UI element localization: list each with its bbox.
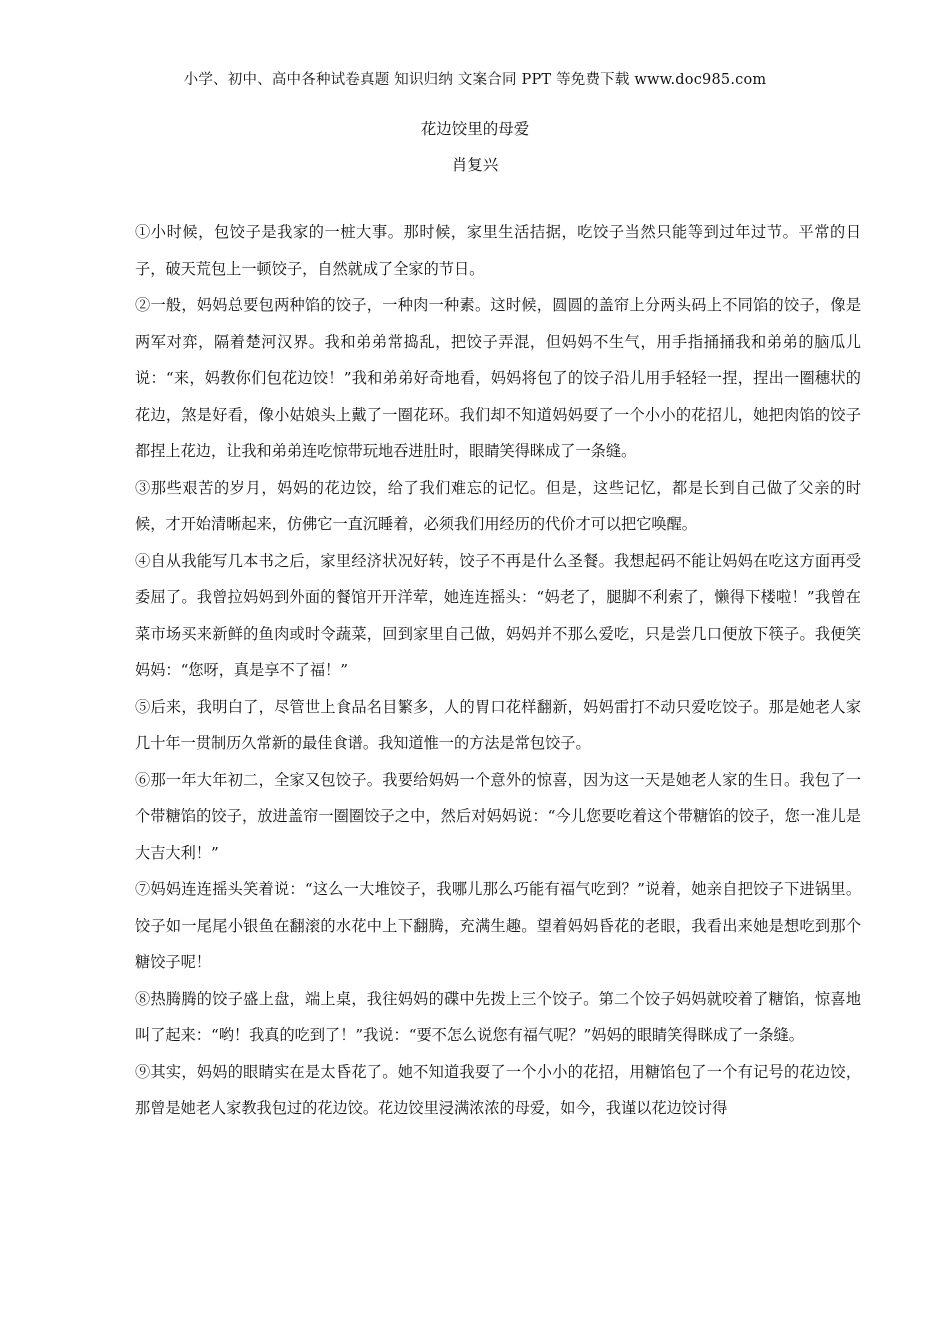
paragraph-7 xyxy=(135,871,861,981)
paragraph-6 xyxy=(135,762,861,872)
paragraph-text: 那一年大年初二，全家又包饺子。我要给妈妈一个意外的惊喜，因为这一天是她老人家的生日。我包了一个带糖馅的饺子，放进盖帘一圈圈饺子之中，然后对妈妈说：“今儿您要吃着这个带糖馅的饺子，您一准儿是大吉大利！” xyxy=(135,770,862,862)
article-author: 肖复兴 xyxy=(451,156,499,174)
paragraph-text: 其实，妈妈的眼睛实在是太昏花了。她不知道我耍了一个小小的花招，用糖馅包了一个有记号的花边饺，那曾是她老人家教我包过的花边饺。花边饺里浸满浓浓的母爱，如今，我谨以花边饺讨得 xyxy=(135,1062,862,1117)
paragraph-8 xyxy=(135,981,861,1054)
paragraph-number: ⑥ xyxy=(135,770,151,789)
paragraph-text: 一般，妈妈总要包两种馅的饺子，一种肉一种素。这时候，圆圆的盖帘上分两头码上不同馅的饺子，像是两军对弈，隔着楚河汉界。我和弟弟常捣乱，把饺子弄混，但妈妈不生气，用手指捅捅我和弟弟的脑瓜儿说：“来，妈教你们包花边饺！”我和弟弟好奇地看，妈妈将包了的饺子沿儿用手轻轻一捏，捏出一圈穗状的花边，煞是好看，像小姑娘头上戴了一圈花环。我们却不知道妈妈耍了一个小小的花招儿，她把肉馅的饺子都捏上花边，让我和弟弟连吃惊带玩地吞进肚时，眼睛笑得眯成了一条缝。 xyxy=(135,296,862,460)
paragraph-number: ③ xyxy=(135,478,151,497)
article-body xyxy=(135,214,861,1127)
paragraph-5 xyxy=(135,689,861,762)
paragraph-text: 热腾腾的饺子盛上盘，端上桌，我往妈妈的碟中先拨上三个饺子。第二个饺子妈妈就咬着了糖馅，惊喜地叫了起来：“哟！我真的吃到了！”我说：“要不怎么说您有福气呢？”妈妈的眼睛笑得眯成了一条缝。 xyxy=(135,989,862,1044)
paragraph-text: 后来，我明白了，尽管世上食品名目繁多，人的胃口花样翻新，妈妈雷打不动只爱吃饺子。那是她老人家几十年一贯制历久常新的最佳食谱。我知道惟一的方法是常包饺子。 xyxy=(135,697,862,752)
paragraph-number: ⑨ xyxy=(135,1062,151,1081)
paragraph-number: ④ xyxy=(135,551,151,570)
paragraph-text: 小时候，包饺子是我家的一桩大事。那时候，家里生活拮据，吃饺子当然只能等到过年过节。平常的日子，破天荒包上一顿饺子，自然就成了全家的节日。 xyxy=(135,223,862,278)
paragraph-1 xyxy=(135,214,861,287)
page-header: 小学、初中、高中各种试卷真题 知识归纳 文案合同 PPT 等免费下载 www.doc985.com xyxy=(183,72,767,88)
paragraph-number: ① xyxy=(135,223,151,241)
paragraph-number: ⑦ xyxy=(135,880,151,898)
paragraph-3 xyxy=(135,470,861,543)
paragraph-text: 妈妈连连摇头笑着说：“这么一大堆饺子，我哪儿那么巧能有福气吃到？”说着，她亲自把饺子下进锅里。饺子如一尾尾小银鱼在翻滚的水花中上下翻腾，充满生趣。望着妈妈昏花的老眼，我看出来她是想吃到那个糖饺子呢！ xyxy=(135,880,862,971)
paragraph-text: 那些艰苦的岁月，妈妈的花边饺，给了我们难忘的记忆。但是，这些记忆，都是长到自己做了父亲的时候，才开始清晰起来，仿佛它一直沉睡着，必须我们用经历的代价才可以把它唤醒。 xyxy=(135,478,862,533)
paragraph-2 xyxy=(135,287,861,470)
paragraph-text: 自从我能写几本书之后，家里经济状况好转，饺子不再是什么圣餐。我想起码不能让妈妈在吃这方面再受委屈了。我曾拉妈妈到外面的餐馆开开洋荤，她连连摇头：“妈老了，腿脚不利索了，懒得下楼啦！”我曾在菜市场买来新鲜的鱼肉或时令蔬菜，回到家里自己做，妈妈并不那么爱吃，只是尝几口便放下筷子。我便笑妈妈：“您呀，真是享不了福！” xyxy=(135,551,862,679)
article-title: 花边饺里的母爱 xyxy=(420,120,530,138)
paragraph-4 xyxy=(135,543,861,689)
paragraph-number: ⑤ xyxy=(135,697,151,716)
paragraph-number: ⑧ xyxy=(135,989,151,1008)
paragraph-number: ② xyxy=(135,296,151,314)
paragraph-9 xyxy=(135,1054,861,1127)
